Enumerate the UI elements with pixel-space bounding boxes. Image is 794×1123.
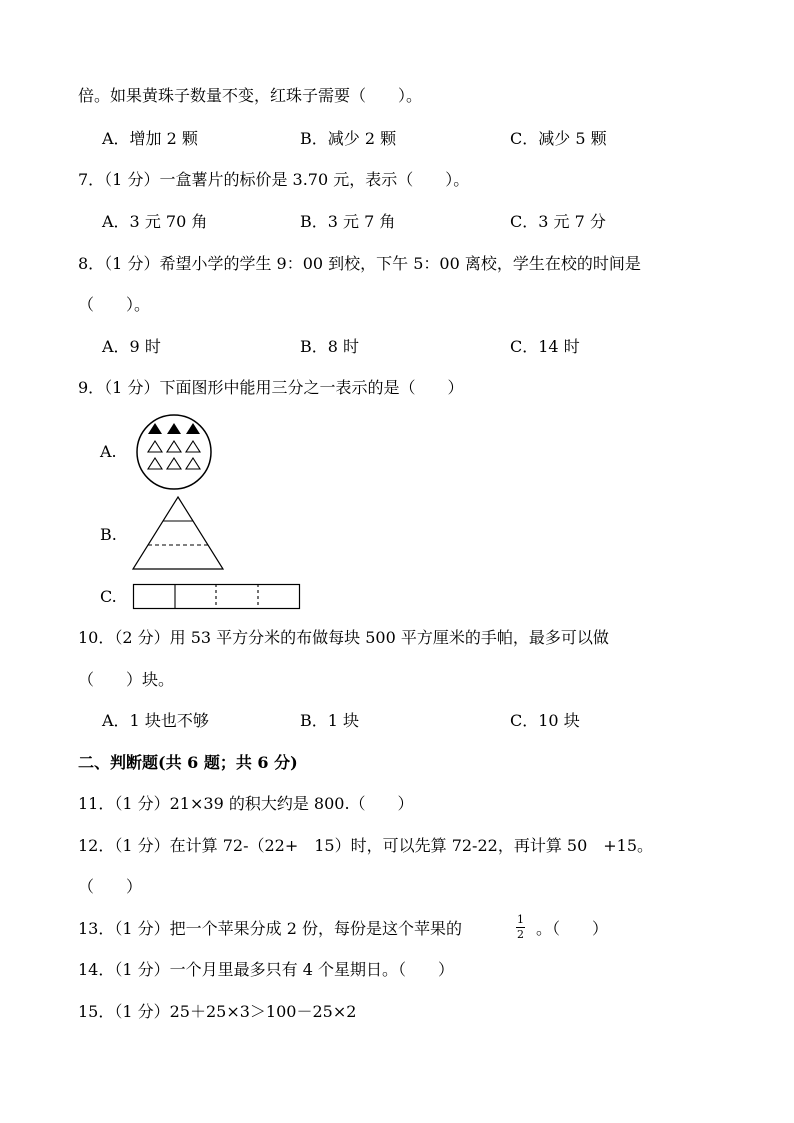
q8-option-b[interactable]: B．8 时	[300, 337, 360, 356]
fraction-denominator: 2	[517, 928, 524, 941]
triangle-parts-figure[interactable]	[132, 496, 224, 570]
q13-answer-bracket[interactable]: 。（ ）	[536, 919, 609, 938]
q13-text: 13．（1 分）把一个苹果分成 2 份，每份是这个苹果的	[78, 919, 462, 938]
q14-text: 14．（1 分）一个月里最多只有 4 个星期日。（ ）	[78, 960, 454, 979]
fraction-one-half	[516, 914, 525, 941]
q15-text: 15．（1 分）25＋25×3＞100－25×2	[78, 1002, 357, 1021]
q10-option-b[interactable]: B．1 块	[300, 711, 360, 730]
q10-stem-line2: （ ）块。	[78, 670, 175, 689]
q9-option-c-label[interactable]: C.	[100, 587, 117, 606]
q10-stem: 10．（2 分）用 53 平方分米的布做每块 500 平方厘米的手帕，最多可以做	[78, 628, 609, 647]
q8-option-c[interactable]: C．14 时	[510, 337, 580, 356]
q12-answer-bracket[interactable]: （ ）	[78, 877, 143, 896]
q7-option-a[interactable]: A．3 元 70 角	[102, 212, 208, 231]
q8-stem-line2: （ ）。	[78, 295, 151, 314]
q11-text: 11．（1 分）21×39 的积大约是 800.（ ）	[78, 794, 414, 813]
q7-stem: 7．（1 分）一盒薯片的标价是 3.70 元，表示（ ）。	[78, 170, 470, 189]
q12-text: 12．（1 分）在计算 72-（22+ 15）时，可以先算 72-22，再计算 50 +15。	[78, 836, 654, 855]
q6-stem-line2: 倍。如果黄珠子数量不变，红珠子需要（ ）。	[78, 86, 423, 105]
q10-option-c[interactable]: C．10 块	[510, 711, 580, 730]
q9-stem: 9．（1 分）下面图形中能用三分之一表示的是（ ）	[78, 378, 464, 397]
q10-option-a[interactable]: A．1 块也不够	[102, 711, 209, 730]
q7-option-b[interactable]: B．3 元 7 角	[300, 212, 396, 231]
circle-triangles-figure[interactable]	[136, 414, 212, 490]
q8-option-a[interactable]: A．9 时	[102, 337, 161, 356]
fraction-numerator: 1	[517, 913, 524, 926]
rectangle-parts-figure[interactable]	[133, 584, 301, 610]
q9-option-b-label[interactable]: B.	[100, 525, 117, 544]
q7-option-c[interactable]: C．3 元 7 分	[510, 212, 606, 231]
q6-option-c[interactable]: C．减少 5 颗	[510, 129, 607, 148]
q8-stem: 8．（1 分）希望小学的学生 9：00 到校，下午 5：00 离校，学生在校的时间是	[78, 254, 641, 273]
q9-option-a-label[interactable]: A.	[100, 442, 117, 461]
q6-option-b[interactable]: B．减少 2 颗	[300, 129, 397, 148]
q6-option-a[interactable]: A．增加 2 颗	[102, 129, 198, 148]
section-title-judgement: 二、判断题(共 6 题；共 6 分)	[78, 753, 298, 772]
